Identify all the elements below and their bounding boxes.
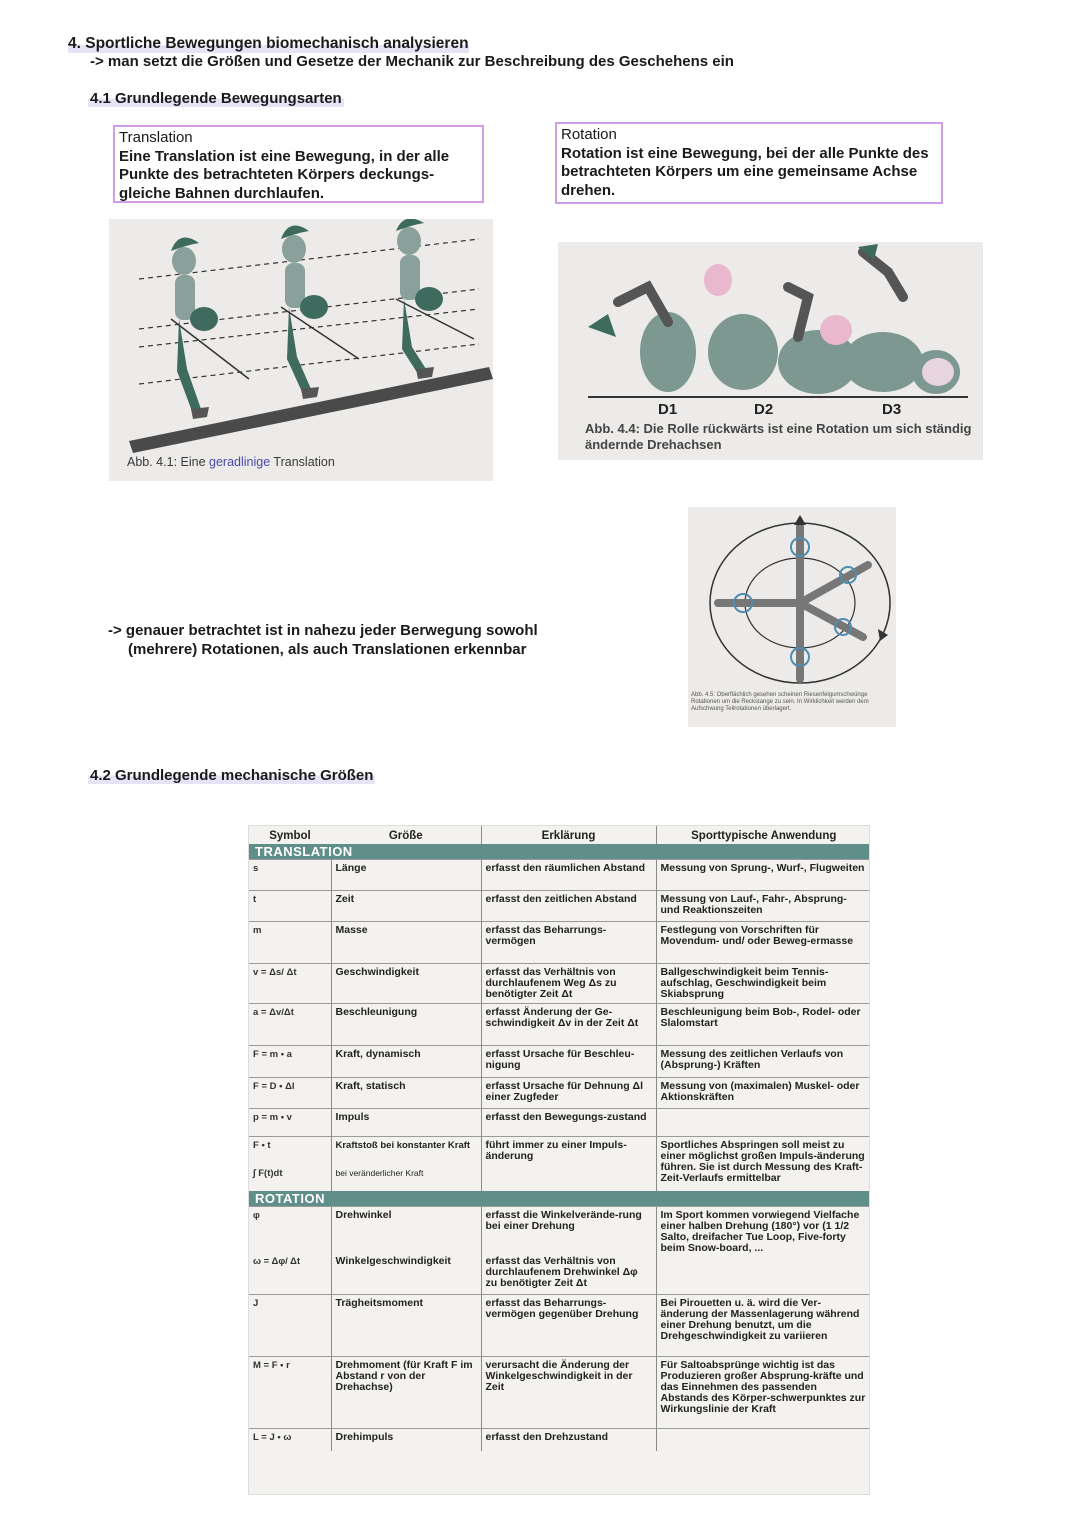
skier-illustration xyxy=(109,219,493,481)
table-section-rotation: ROTATION xyxy=(249,1191,870,1207)
translation-definition-box xyxy=(113,125,484,203)
figure-rotation-roll xyxy=(558,242,983,460)
table-row: ω = Δφ/ Δt Winkelgeschwindigkeit erfasst das Verhältnis von durchlaufenem Drehwinkel Δφ zu benötigter Zeit Δt xyxy=(249,1253,870,1295)
table-row: φ Drehwinkel erfasst die Winkelverände-rung bei einer Drehung Im Sport kommen vorwiegend Vielfache einer halben Drehung (180°) vor (1 1/2 Salto, dreifacher Tue Loop, Five-forty beim Snow-board, ... xyxy=(249,1207,870,1253)
header-anwendung: Sporttypische Anwendung xyxy=(656,826,870,844)
figure-rotation-caption: Abb. 4.4: Die Rolle rückwärts ist eine Rotation um sich ständig ändernde Drehachsen xyxy=(585,421,972,452)
table-row: v = Δs/ Δt Geschwindigkeit erfasst das Verhältnis von durchlaufenem Weg Δs zu benötigter Zeit Δt Ballgeschwindigkeit beim Tennis-aufschlag, Geschwindigkeit beim Skiabsprung xyxy=(249,964,870,1004)
page-title: 4. Sportliche Bewegungen biomechanisch analysieren xyxy=(68,35,469,52)
section-title-bewegungsarten: 4.1 Grundlegende Bewegungsarten xyxy=(90,90,342,107)
observation-note xyxy=(108,621,588,659)
header-erklaerung: Erklärung xyxy=(481,826,656,844)
table-row: F • t Kraftstoß bei konstanter Kraft führt immer zu einer Impuls-änderung Sportliches Abspringen soll meist zu einer möglichst großen Impuls-änderung führen. Sie ist durch Messung des Kraft-Zeit-Verlaufs ermittelbar xyxy=(249,1137,870,1166)
rotation-text: Rotation ist eine Bewegung, bei der alle Punkte des betrachteten Körpers um eine gemeinsame Achse drehen. xyxy=(561,144,929,199)
page-subtitle: -> man setzt die Größen und Gesetze der Mechanik zur Beschreibung des Geschehens ein xyxy=(90,53,734,70)
table-row: L = J • ω Drehimpuls erfasst den Drehzustand xyxy=(249,1429,870,1451)
figure-giant-swing xyxy=(688,507,896,727)
figure-giant-swing-caption: Abb. 4.5: Oberflächlich gesehen scheinen Riesenfelgumschwünge Rotationen um die Reckstange zu sein. In Wirklichkeit werden dem Aufschwung Teilrotationen überlagert. xyxy=(691,692,869,712)
table-row: p = m • v Impuls erfasst den Bewegungs-zustand xyxy=(249,1109,870,1137)
figure-translation-skier xyxy=(109,219,493,481)
translation-text: Eine Translation ist eine Bewegung, in der alle Punkte des betrachteten Körpers deckungs-gleiche Bahnen durchlaufen. xyxy=(119,147,450,202)
rotation-definition-box xyxy=(555,122,943,204)
mechanics-table xyxy=(248,825,870,1495)
translation-title: Translation xyxy=(119,129,193,146)
table-row: s Länge erfasst den räumlichen Abstand Messung von Sprung-, Wurf-, Flugweiten xyxy=(249,860,870,891)
table-row: a = Δv/Δt Beschleunigung erfasst Änderung der Ge-schwindigkeit Δv in der Zeit Δt Beschleunigung beim Bob-, Rodel- oder Slalomstart xyxy=(249,1004,870,1046)
observation-text: -> genauer betrachtet ist in nahezu jeder Berwegung sowohl (mehrere) Rotationen, als auch Translationen erkennbar xyxy=(108,622,538,658)
axis-label-d1: D1 xyxy=(658,401,678,418)
table-section-translation: TRANSLATION xyxy=(249,844,870,860)
table-row: ∫ F(t)dt bei veränderlicher Kraft xyxy=(249,1165,870,1191)
figure-translation-caption: Abb. 4.1: Eine geradlinige Translation xyxy=(127,455,335,469)
header-groesse: Größe xyxy=(388,830,423,842)
table-row: t Zeit erfasst den zeitlichen Abstand Messung von Lauf-, Fahr-, Absprung- und Reaktionszeiten xyxy=(249,891,870,922)
table-row: M = F • r Drehmoment (für Kraft F im Abstand r von der Drehachse) verursacht die Änderung der Winkelgeschwindigkeit in der Zeit Für Saltoabsprünge wichtig ist das Produzieren großer Absprung-kräfte und das Einnehmen des passenden Abstands des Körper-schwerpunktes zur Wirkungslinie der Kraft xyxy=(249,1357,870,1429)
quantities-table xyxy=(249,826,870,1451)
rotation-title: Rotation xyxy=(561,126,617,143)
section-title-groessen: 4.2 Grundlegende mechanische Größen xyxy=(90,767,374,784)
axis-label-d2: D2 xyxy=(754,401,774,418)
table-row: m Masse erfasst das Beharrungs-vermögen Festlegung von Vorschriften für Movendum- und/ oder Beweg-ermasse xyxy=(249,922,870,964)
table-row: F = m • a Kraft, dynamisch erfasst Ursache für Beschleu-nigung Messung des zeitlichen Verlaufs von (Absprung-) Kräften xyxy=(249,1046,870,1078)
axis-label-d3: D3 xyxy=(882,401,902,418)
table-row: J Trägheitsmoment erfasst das Beharrungs-vermögen gegenüber Drehung Bei Pirouetten u. ä. wird die Ver-änderung der Massenlagerung während einer Drehung benutzt, um die Drehgeschwindigkeit zu variieren xyxy=(249,1295,870,1357)
table-row: F = D • Δl Kraft, statisch erfasst Ursache für Dehnung Δl einer Zugfeder Messung von (maximalen) Muskel- oder Aktionskräften xyxy=(249,1078,870,1109)
table-header-row xyxy=(249,826,870,844)
header-symbol: Symbol xyxy=(269,830,311,842)
